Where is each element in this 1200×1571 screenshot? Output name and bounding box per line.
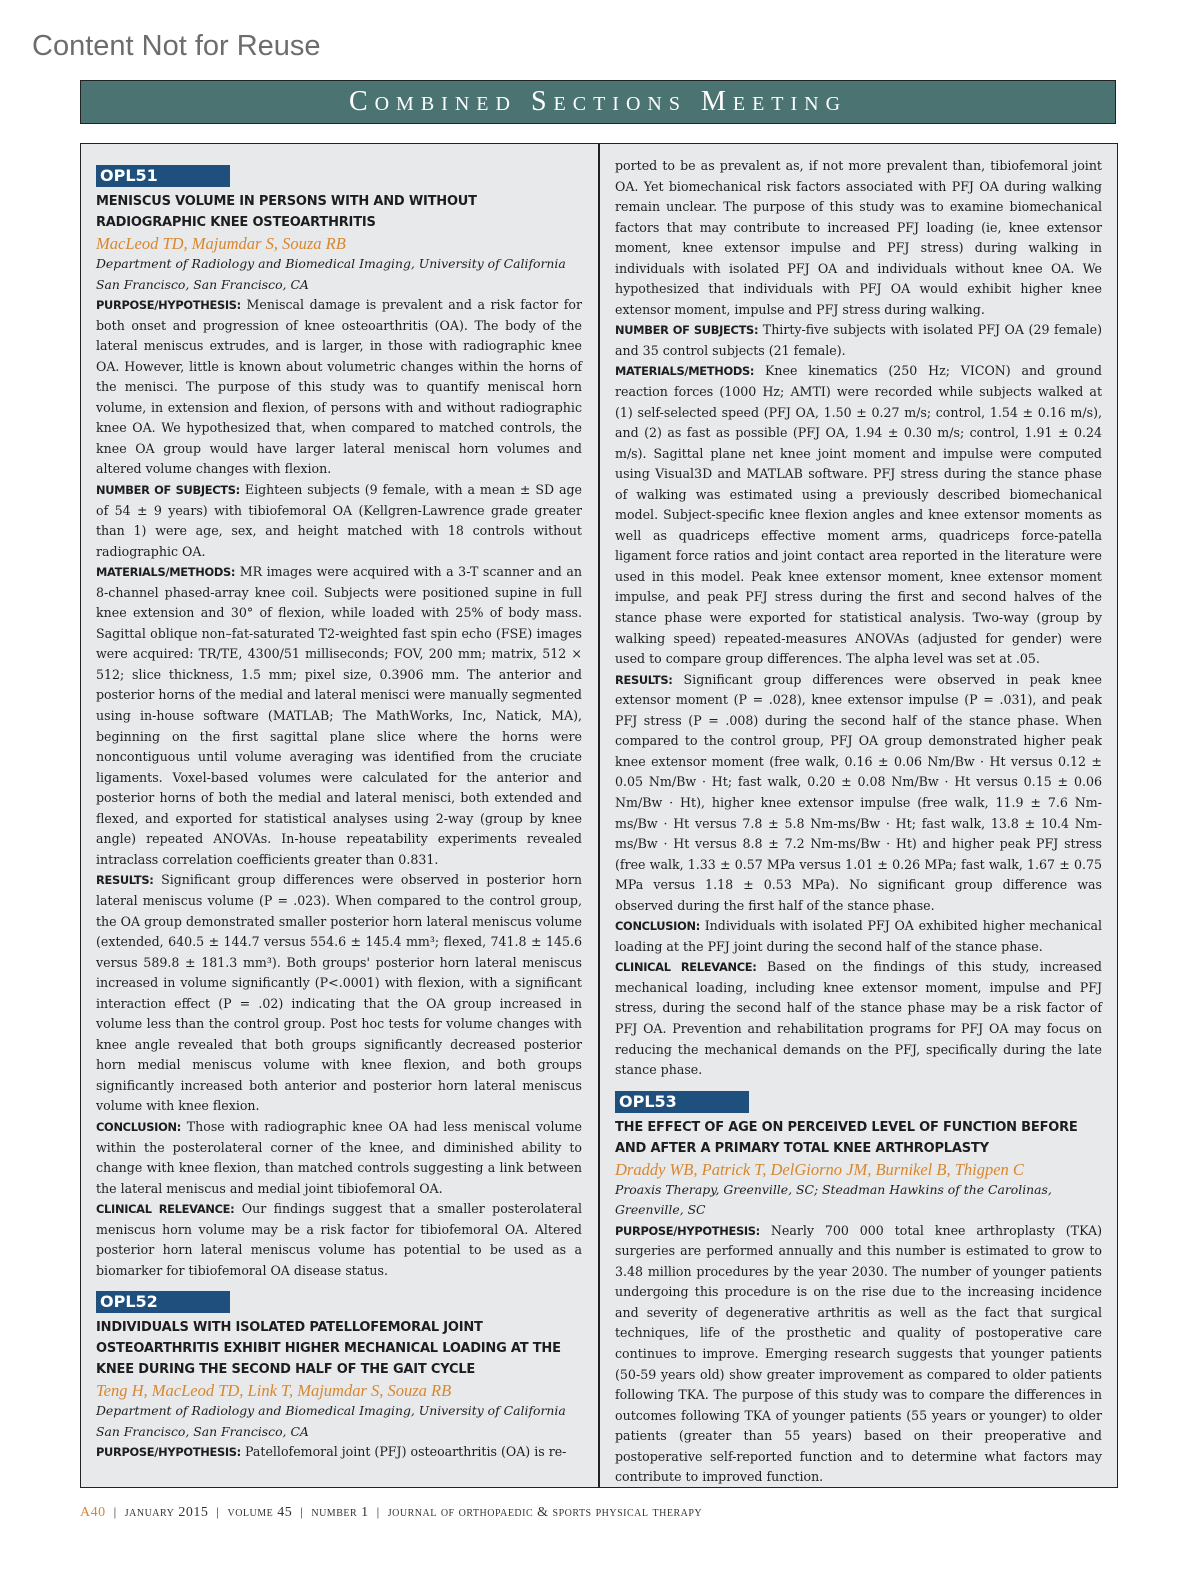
section-conclusion — [96, 1117, 582, 1199]
abstract-id: OPL51 — [96, 165, 230, 187]
section-label: PURPOSE/HYPOTHESIS: — [615, 1223, 760, 1238]
section-text: Nearly 700 000 total knee arthroplasty (TKA) surgeries are performed annually and this number is estimated to grow to 3.48 million procedures by the year 2030. The number of younger patients undergoing this procedure is on the rise due to the increasing incidence and severity of degenerative arthritis as well as the fact that surgical techniques, life of the prosthetic and quality of postoperative care continues to improve. Emerging research suggests that younger patients (50-59 years old) show greater improvement as compared to older patients following TKA. The purpose of this study was to compare the differences in outcomes following TKA of younger patients (55 years or younger) to older patients (greater than 55 years) based on their preoperative and postoperative self-reported function and to determine what factors may contribute to improved function. — [615, 1222, 1102, 1485]
section-label: CONCLUSION: — [615, 919, 700, 934]
abstract-title: MENISCUS VOLUME IN PERSONS WITH AND WITHOUT RADIOGRAPHIC KNEE OSTEOARTHRITIS — [96, 194, 477, 230]
section-conclusion — [615, 916, 1102, 957]
page-number: A40 — [80, 1505, 106, 1520]
abstract-id: OPL53 — [615, 1091, 749, 1113]
page-footer: A40 | january 2015 | volume 45 | number 1 | journal of orthopaedic & sports physical therapy — [80, 1504, 703, 1520]
abstract-opl52 — [96, 1291, 582, 1463]
section-results — [96, 870, 582, 1117]
section-text: Knee kinematics (250 Hz; VICON) and ground reaction forces (1000 Hz; AMTI) were recorded while subjects walked at (1) self-selected speed (PFJ OA, 1.50 ± 0.27 m/s; control, 1.54 ± 0.16 m/s), and (2) as fast as possible (PFJ OA, 1.94 ± 0.30 m/s; control, 1.91 ± 0.24 m/s). Sagittal plane net knee joint moment and impulse were computed using Visual3D and MATLAB software. PFJ stress during the stance phase of walking was estimated using a previously described biomechanical model. Subject-specific knee flexion angles and knee extensor moments as well as quadriceps effective moment arms, quadriceps force-patella ligament force ratios and joint contact area reported in the literature were used in this model. Peak knee extensor moment, knee extensor moment impulse, and peak PFJ stress during the first and second halves of the stance phase were exported for statistical analysis. Two-way (group by walking speed) repeated-measures ANOVAs (adjusted for gender) were used to compare group differences. The alpha level was set at .05. — [615, 363, 1102, 667]
section-purpose — [96, 295, 582, 480]
section-clinical-relevance — [615, 957, 1102, 1080]
section-subjects — [615, 320, 1102, 361]
section-label: RESULTS: — [615, 672, 673, 687]
abstract-authors: MacLeod TD, Majumdar S, Souza RB — [96, 234, 346, 253]
section-text: Patellofemoral joint (PFJ) osteoarthritis (OA) is re- — [244, 1444, 567, 1460]
section-label: RESULTS: — [96, 873, 154, 888]
abstract-id: OPL52 — [96, 1291, 230, 1313]
section-label: CONCLUSION: — [96, 1119, 181, 1134]
section-purpose — [615, 1221, 1102, 1488]
column-divider — [598, 143, 600, 1488]
section-subjects — [96, 480, 582, 562]
section-text: Thirty-five subjects with isolated PFJ OA (29 female) and 35 control subjects (21 female). — [615, 322, 1103, 358]
section-label: NUMBER OF SUBJECTS: — [615, 323, 759, 338]
watermark: Content Not for Reuse — [32, 30, 321, 62]
left-column — [96, 165, 582, 1485]
section-label: NUMBER OF SUBJECTS: — [96, 483, 240, 498]
right-column — [615, 156, 1103, 1485]
section-text: Significant group differences were observed in posterior horn lateral meniscus volume (P = .023). When compared to the control group, the OA group demonstrated smaller posterior horn lateral meniscus volume (extended, 640.5 ± 144.7 versus 554.6 ± 145.4 mm³; flexed, 741.8 ± 145.6 versus 589.8 ± 181.3 mm³). Both groups' posterior horn lateral meniscus increased in volume significantly (P<.0001) with flexion, with a significant interaction effect (P = .02) indicating that the OA group increased in volume less than the control group. Post hoc tests for volume changes with knee angle revealed that both groups significantly decreased posterior horn medial meniscus volume with knee flexion, and both groups significantly increased both anterior and posterior horn lateral meniscus volume with knee flexion. — [96, 872, 582, 1114]
section-label: CLINICAL RELEVANCE: — [96, 1202, 235, 1217]
abstract-opl52-continued — [615, 156, 1102, 1081]
section-label: MATERIALS/METHODS: — [615, 364, 755, 379]
issue-number: number 1 — [311, 1505, 369, 1520]
section-clinical-relevance — [96, 1199, 582, 1281]
abstract-opl53 — [615, 1091, 1102, 1488]
section-text: Those with radiographic knee OA had less meniscal volume within the posterolateral corner of the knee, and diminished ability to change with knee flexion, than matched controls suggesting a link between the lateral meniscus and medial joint tibiofemoral OA. — [96, 1118, 582, 1196]
issue-date: january 2015 — [124, 1505, 209, 1520]
section-label: PURPOSE/HYPOTHESIS: — [96, 298, 241, 313]
section-results — [615, 670, 1102, 917]
abstract-authors: Teng H, MacLeod TD, Link T, Majumdar S, Souza RB — [96, 1381, 452, 1401]
abstract-affiliation: Proaxis Therapy, Greenville, SC; Steadman Hawkins of the Carolinas, Greenville, SC — [615, 1181, 1052, 1218]
section-label: CLINICAL RELEVANCE: — [615, 960, 757, 975]
volume: volume 45 — [227, 1505, 293, 1520]
section-text: Significant group differences were observed in peak knee extensor moment (P = .028), knee extensor impulse (P = .031), and peak PFJ stress (P = .008) during the second half of the stance phase. When compared to the control group, PFJ OA group demonstrated higher peak knee extensor moment (free walk, 0.16 ± 0.06 Nm/Bw · Ht versus 0.12 ± 0.05 Nm/Bw · Ht; fast walk, 0.20 ± 0.08 Nm/Bw · Ht versus 0.15 ± 0.06 Nm/Bw · Ht), higher knee extensor impulse (free walk, 11.9 ± 7.6 Nm-ms/Bw · Ht versus 7.8 ± 5.8 Nm-ms/Bw · Ht; fast walk, 13.8 ± 10.4 Nm-ms/Bw · Ht versus 8.8 ± 7.2 Nm-ms/Bw · Ht) and higher peak PFJ stress (free walk, 1.33 ± 0.57 MPa versus 1.01 ± 0.26 MPa; fast walk, 1.67 ± 0.75 MPa versus 1.18 ± 0.53 MPa). No significant group difference was observed during the first half of the stance phase. — [615, 671, 1102, 913]
section-text: Based on the findings of this study, increased mechanical loading, including knee extensor moment, impulse and PFJ stress, during the second half of the stance phase may be a risk factor of PFJ OA. Prevention and rehabilitation programs for PFJ OA may focus on reducing the mechanical demands on the PFJ, specifically during the late stance phase. — [615, 959, 1102, 1078]
section-label: MATERIALS/METHODS: — [96, 565, 236, 580]
section-text: MR images were acquired with a 3-T scanner and an 8-channel phased-array knee coil. Subjects were positioned supine in full knee extension and 30° of flexion, while loaded with 25% of body mass. Sagittal oblique non–fat-saturated T2-weighted fast spin echo (FSE) images were acquired: TR/TE, 4300/51 milliseconds; FOV, 200 mm; matrix, 512 × 512; slice thickness, 1.5 mm; pixel size, 0.3906 mm. The anterior and posterior horns of the medial and lateral menisci were manually segmented using in-house software (MATLAB; The MathWorks, Inc, Natick, MA), beginning on the first sagittal plane slice where the horns were noncontiguous until volume averaging was identified from the cruciate ligaments. Voxel-based volumes were calculated for the anterior and posterior horns of both the medial and lateral menisci, both extended and flexed, and exported for statistical analyses using 2-way (group by knee angle) repeated ANOVAs. In-house repeatability experiments revealed intraclass correlation coefficients greater than 0.831. — [96, 564, 582, 867]
abstract-title: THE EFFECT OF AGE ON PERCEIVED LEVEL OF FUNCTION BEFORE AND AFTER A PRIMARY TOTAL KNEE ARTHROPLASTY — [615, 1119, 1078, 1156]
section-banner — [80, 80, 1116, 124]
abstract-title: INDIVIDUALS WITH ISOLATED PATELLOFEMORAL JOINT OSTEOARTHRITIS EXHIBIT HIGHER MECHANICAL LOADING AT THE KNEE DURING THE SECOND HALF OF THE GAIT CYCLE — [96, 1320, 561, 1378]
abstract-affiliation: Department of Radiology and Biomedical Imaging, University of California San Francisco, San Francisco, CA — [96, 1403, 566, 1439]
abstract-authors: Draddy WB, Patrick T, DelGiorno JM, Burnikel B, Thigpen C — [615, 1159, 1024, 1179]
abstract-affiliation: Department of Radiology and Biomedical Imaging, University of California San Francisco, San Francisco, CA — [96, 256, 566, 292]
banner-title: Combined Sections Meeting — [348, 86, 848, 117]
abstract-opl51 — [96, 165, 582, 1281]
section-text: Our findings suggest that a smaller posterolateral meniscus horn volume may be a risk factor for tibiofemoral OA. Altered posterior horn lateral meniscus volume has potential to be used as a biomarker for tibiofemoral OA disease status. — [96, 1201, 582, 1278]
section-text: Meniscal damage is prevalent and a risk factor for both onset and progression of knee osteoarthritis (OA). The body of the lateral meniscus extrudes, and is larger, in those with radiographic knee OA. However, little is known about volumetric changes within the horns of the menisci. The purpose of this study was to quantify meniscal horn volume, in extension and flexion, of persons with and without radiographic knee OA. We hypothesized that, when compared to matched controls, the knee OA group would have larger lateral meniscal horn volumes and altered volume changes with flexion. — [96, 297, 582, 477]
section-text: Individuals with isolated PFJ OA exhibited higher mechanical loading at the PFJ joint during the second half of the stance phase. — [615, 918, 1102, 954]
journal-name: journal of orthopaedic & sports physical therapy — [387, 1505, 703, 1520]
section-purpose — [96, 1442, 582, 1463]
section-label: PURPOSE/HYPOTHESIS: — [96, 1445, 241, 1460]
section-methods — [615, 361, 1102, 669]
section-methods — [96, 562, 582, 870]
section-purpose-continued: ported to be as prevalent as, if not more prevalent than, tibiofemoral joint OA. Yet biomechanical risk factors associated with PFJ OA during walking remain unclear. The purpose of this study was to examine biomechanical factors that may contribute to increased PFJ loading (ie, knee extensor moment, knee extensor impulse and PFJ stress) during walking in individuals with isolated PFJ OA and individuals without knee OA. We hypothesized that individuals with PFJ OA would exhibit higher knee extensor moment, impulse and PFJ stress during walking. — [615, 158, 1102, 317]
section-text: Eighteen subjects (9 female, with a mean ± SD age of 54 ± 9 years) with tibiofemoral OA (Kellgren-Lawrence grade greater than 1) were age, sex, and height matched with 18 controls without radiographic OA. — [96, 482, 582, 559]
